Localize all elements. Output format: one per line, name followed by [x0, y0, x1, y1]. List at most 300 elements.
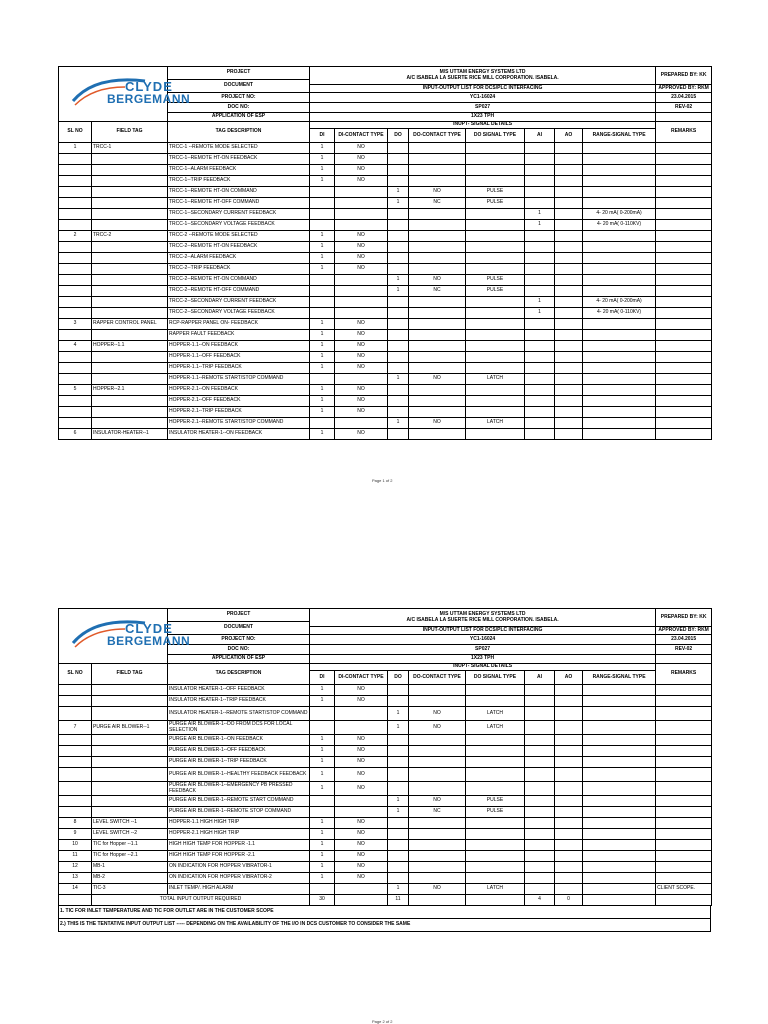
cell-di: 1 — [310, 154, 335, 165]
table-row — [59, 796, 712, 807]
cell-di-contact: NO — [335, 768, 388, 782]
cell-range — [583, 275, 656, 286]
cell-do — [388, 308, 409, 319]
doc-no-label: DOC NO: — [168, 645, 310, 655]
cell-do-contact — [409, 873, 466, 884]
cell-remarks — [656, 721, 712, 735]
io-table-page-2 — [58, 608, 712, 906]
table-row — [59, 209, 712, 220]
cell-do — [388, 735, 409, 746]
cell-ao — [555, 275, 583, 286]
col-ai: AI — [525, 671, 555, 685]
cell-ao — [555, 721, 583, 735]
cell-do-signal — [466, 143, 525, 154]
approved-by: APPROVED BY: RKM — [656, 85, 712, 93]
logo-text-clyde: CLYDE — [125, 621, 173, 636]
sheet-page-1 — [58, 66, 711, 440]
cell-field-tag — [92, 807, 168, 818]
io-table-page-1 — [58, 66, 712, 440]
cell-field-tag — [92, 796, 168, 807]
cell-do-signal: PULSE — [466, 187, 525, 198]
cell-do-signal — [466, 308, 525, 319]
cell-field-tag — [92, 220, 168, 231]
cell-ao — [555, 187, 583, 198]
cell-di-contact: NO — [335, 165, 388, 176]
project-no-label: PROJECT NO: — [168, 93, 310, 103]
totals-label: TOTAL INPUT OUTPUT REQUIRED — [92, 895, 310, 906]
cell-ai — [525, 782, 555, 796]
table-row — [59, 286, 712, 297]
cell-do — [388, 851, 409, 862]
cell-do-signal — [466, 757, 525, 768]
cell-di-contact: NO — [335, 685, 388, 696]
cell-do-contact — [409, 735, 466, 746]
cell-range — [583, 165, 656, 176]
cell-field-tag — [92, 696, 168, 707]
cell-di: 1 — [310, 165, 335, 176]
total-ai: 4 — [525, 895, 555, 906]
cell-do: 1 — [388, 721, 409, 735]
col-signal-details-group: INUPT- SIGNAL DETAILS — [310, 664, 656, 671]
cell-ai — [525, 746, 555, 757]
table-row — [59, 363, 712, 374]
table-row — [59, 308, 712, 319]
cell-sl-no: 11 — [59, 851, 92, 862]
cell-ao — [555, 209, 583, 220]
cell-do-signal — [466, 862, 525, 873]
cell-do-contact — [409, 685, 466, 696]
cell-do-signal — [466, 685, 525, 696]
cell-ai — [525, 407, 555, 418]
cell-field-tag — [92, 707, 168, 721]
cell-tag-description: TRCC-2--SECONDARY VOLTAGE FEEDBACK — [168, 308, 310, 319]
approved-by: APPROVED BY: RKM — [656, 627, 712, 635]
cell-field-tag — [92, 363, 168, 374]
cell-field-tag — [92, 209, 168, 220]
cell-do-signal — [466, 352, 525, 363]
cell-tag-description: TRCC-2 --REMOTE MODE SELECTED — [168, 231, 310, 242]
cell-ai — [525, 818, 555, 829]
cell-sl-no — [59, 782, 92, 796]
cell-do-signal — [466, 818, 525, 829]
col-field-tag: FIELD TAG — [92, 664, 168, 685]
table-row — [59, 418, 712, 429]
sheet-page-2 — [58, 608, 711, 932]
cell-di — [310, 707, 335, 721]
table-row — [59, 862, 712, 873]
cell-di-contact — [335, 707, 388, 721]
cell-remarks — [656, 143, 712, 154]
cell-di-contact: NO — [335, 385, 388, 396]
cell-di-contact — [335, 418, 388, 429]
cell-do-contact — [409, 782, 466, 796]
cell-tag-description: RCP-RAPPER PANEL ON- FEEDBACK — [168, 319, 310, 330]
cell-di — [310, 275, 335, 286]
cell-di: 1 — [310, 829, 335, 840]
cell-range — [583, 807, 656, 818]
cell-remarks — [656, 418, 712, 429]
cell-ao — [555, 840, 583, 851]
cell-range — [583, 418, 656, 429]
cell-sl-no — [59, 407, 92, 418]
cell-do-signal — [466, 746, 525, 757]
cell-do — [388, 696, 409, 707]
cell-range — [583, 851, 656, 862]
cell-di — [310, 721, 335, 735]
cell-remarks — [656, 231, 712, 242]
cell-di — [310, 187, 335, 198]
cell-di — [310, 418, 335, 429]
cell-do-contact: NO — [409, 418, 466, 429]
cell-ai — [525, 768, 555, 782]
cell-sl-no — [59, 363, 92, 374]
cell-range — [583, 341, 656, 352]
page-footer-1: Page 1 of 2 — [372, 478, 393, 483]
table-row — [59, 297, 712, 308]
cell-ai — [525, 253, 555, 264]
cell-tag-description: TRCC-2--REMOTE HT-ON COMMAND — [168, 275, 310, 286]
cell-do-signal — [466, 429, 525, 440]
cell-do-contact — [409, 696, 466, 707]
cell-ai: 1 — [525, 220, 555, 231]
cell-range — [583, 685, 656, 696]
cell-range: 4- 20 mA( 0-200mA) — [583, 209, 656, 220]
table-row — [59, 829, 712, 840]
total-ao: 0 — [555, 895, 583, 906]
cell-di: 1 — [310, 696, 335, 707]
cell-tag-description: INSULATOR HEATER-1--ON FEEDBACK — [168, 429, 310, 440]
cell-di-contact — [335, 796, 388, 807]
cell-sl-no — [59, 176, 92, 187]
cell-ai — [525, 154, 555, 165]
cell-sl-no: 5 — [59, 385, 92, 396]
cell-do: 1 — [388, 187, 409, 198]
cell-do: 1 — [388, 884, 409, 895]
cell-remarks — [656, 851, 712, 862]
cell-di: 1 — [310, 851, 335, 862]
cell-do — [388, 782, 409, 796]
col-di-contact: DI-CONTACT TYPE — [335, 129, 388, 143]
cell-sl-no — [59, 807, 92, 818]
cell-do-contact — [409, 851, 466, 862]
cell-do — [388, 154, 409, 165]
cell-range — [583, 330, 656, 341]
cell-field-tag: TIC for Hopper --1.1 — [92, 840, 168, 851]
cell-di-contact: NO — [335, 363, 388, 374]
cell-remarks — [656, 429, 712, 440]
cell-range — [583, 352, 656, 363]
cell-do-signal — [466, 242, 525, 253]
table-row — [59, 840, 712, 851]
cell-do: 1 — [388, 198, 409, 209]
cell-do-signal: PULSE — [466, 275, 525, 286]
cell-ao — [555, 363, 583, 374]
cell-do — [388, 873, 409, 884]
cell-sl-no — [59, 165, 92, 176]
cell-do-contact — [409, 264, 466, 275]
cell-remarks — [656, 341, 712, 352]
table-row — [59, 707, 712, 721]
col-range: RANGE-SIGNAL TYPE — [583, 671, 656, 685]
cell-tag-description: PURGE AIR BLOWER-1--REMOTE STOP COMMAND — [168, 807, 310, 818]
cell-do-contact — [409, 352, 466, 363]
totals-row — [59, 895, 712, 906]
cell-ai — [525, 352, 555, 363]
cell-do-contact: NC — [409, 198, 466, 209]
total-do: 11 — [388, 895, 409, 906]
cell-di-contact — [335, 308, 388, 319]
logo-text-clyde: CLYDE — [125, 79, 173, 94]
cell-sl-no: 10 — [59, 840, 92, 851]
cell-ai — [525, 851, 555, 862]
cell-field-tag — [92, 352, 168, 363]
cell-remarks — [656, 319, 712, 330]
cell-ai — [525, 286, 555, 297]
cell-remarks — [656, 352, 712, 363]
cell-field-tag — [92, 757, 168, 768]
cell-di-contact — [335, 187, 388, 198]
cell-field-tag: LEVEL SWITCH --2 — [92, 829, 168, 840]
cell-tag-description: TRCC-2--REMOTE HT-OFF COMMAND — [168, 286, 310, 297]
cell-do: 1 — [388, 796, 409, 807]
cell-do-contact: NC — [409, 807, 466, 818]
page-footer-2: Page 2 of 2 — [372, 1019, 393, 1024]
cell-do-signal — [466, 735, 525, 746]
table-row — [59, 220, 712, 231]
cell-do-signal — [466, 154, 525, 165]
cell-remarks — [656, 165, 712, 176]
cell-ao — [555, 884, 583, 895]
cell-field-tag — [92, 374, 168, 385]
cell-do — [388, 319, 409, 330]
col-do: DO — [388, 129, 409, 143]
cell-range — [583, 176, 656, 187]
doc-no-label: DOC NO: — [168, 103, 310, 113]
cell-sl-no: 8 — [59, 818, 92, 829]
cell-range — [583, 818, 656, 829]
cell-sl-no — [59, 187, 92, 198]
cell-ao — [555, 873, 583, 884]
cell-do — [388, 341, 409, 352]
cell-tag-description: TRCC-1--TRIP FEEDBACK — [168, 176, 310, 187]
cell-remarks — [656, 198, 712, 209]
cell-di-contact — [335, 275, 388, 286]
cell-remarks — [656, 707, 712, 721]
cell-field-tag: MB-1 — [92, 862, 168, 873]
col-range: RANGE-SIGNAL TYPE — [583, 129, 656, 143]
table-row — [59, 884, 712, 895]
cell-do-contact — [409, 341, 466, 352]
doc-no: SP027 — [310, 103, 656, 113]
cell-sl-no — [59, 220, 92, 231]
company-name: M/S UTTAM ENERGY SYSTEMS LTD — [439, 68, 526, 75]
cell-ao — [555, 768, 583, 782]
cell-do — [388, 165, 409, 176]
cell-ai — [525, 275, 555, 286]
cell-remarks — [656, 407, 712, 418]
cell-di: 1 — [310, 429, 335, 440]
document-title: INPUT-OUTPUT LIST FOR DCS/PLC INTERFACING — [310, 85, 656, 93]
cell-do-contact — [409, 862, 466, 873]
table-row — [59, 253, 712, 264]
cell-sl-no: 9 — [59, 829, 92, 840]
cell-do-contact: NO — [409, 721, 466, 735]
note-2: 2.) THIS IS THE TENTATIVE INPUT OUTPUT LIST ----- DEPENDING ON THE AVAILABILITY OF THE I/O IN DCS CUSTOMER TO CONSIDER THE SAME — [59, 918, 711, 931]
cell-sl-no — [59, 308, 92, 319]
cell-tag-description: TRCC-1--REMOTE HT-ON FEEDBACK — [168, 154, 310, 165]
project-no-label: PROJECT NO: — [168, 635, 310, 645]
cell-range: 4- 20 mA( 0-200mA) — [583, 297, 656, 308]
table-row — [59, 319, 712, 330]
cell-di-contact: NO — [335, 735, 388, 746]
cell-ao — [555, 319, 583, 330]
cell-range — [583, 746, 656, 757]
table-row — [59, 735, 712, 746]
cell-ao — [555, 253, 583, 264]
cell-di: 1 — [310, 253, 335, 264]
cell-ao — [555, 385, 583, 396]
cell-di-contact: NO — [335, 319, 388, 330]
cell-remarks — [656, 873, 712, 884]
col-do: DO — [388, 671, 409, 685]
cell-range — [583, 873, 656, 884]
cell-ao — [555, 154, 583, 165]
table-row — [59, 873, 712, 884]
cell-sl-no — [59, 198, 92, 209]
cell-field-tag — [92, 165, 168, 176]
cell-di: 1 — [310, 319, 335, 330]
cell-di: 1 — [310, 757, 335, 768]
cell-sl-no — [59, 264, 92, 275]
col-field-tag: FIELD TAG — [92, 122, 168, 143]
cell-remarks — [656, 782, 712, 796]
table-row — [59, 696, 712, 707]
table-row — [59, 165, 712, 176]
client-name: A/C ISABELA LA SUERTE RICE MILL CORPORATION. ISABELA. — [406, 616, 559, 623]
cell-di-contact: NO — [335, 154, 388, 165]
cell-do-contact — [409, 231, 466, 242]
cell-do — [388, 396, 409, 407]
cell-field-tag: INSULATOR-HEATER--1 — [92, 429, 168, 440]
cell-ao — [555, 818, 583, 829]
cell-di — [310, 807, 335, 818]
cell-di: 1 — [310, 396, 335, 407]
cell-tag-description: RAPPER FAULT FEEDBACK — [168, 330, 310, 341]
cell-ai: 1 — [525, 308, 555, 319]
cell-tag-description: HOPPER-1.1--OFF FEEDBACK — [168, 352, 310, 363]
cell-do-contact — [409, 308, 466, 319]
cell-do-contact — [409, 143, 466, 154]
cell-sl-no — [59, 330, 92, 341]
cell-do-contact — [409, 768, 466, 782]
col-do-signal: DO SIGNAL TYPE — [466, 671, 525, 685]
cell-di: 1 — [310, 768, 335, 782]
cell-di-contact: NO — [335, 757, 388, 768]
cell-ai — [525, 385, 555, 396]
cell-field-tag — [92, 768, 168, 782]
cell-di-contact: NO — [335, 143, 388, 154]
cell-do-contact — [409, 396, 466, 407]
cell-di: 1 — [310, 862, 335, 873]
cell-sl-no: 14 — [59, 884, 92, 895]
cell-di — [310, 209, 335, 220]
cell-di-contact — [335, 297, 388, 308]
cell-ai — [525, 840, 555, 851]
cell-do-signal — [466, 330, 525, 341]
col-sl-no: SL NO — [59, 664, 92, 685]
doc-date: 23.04.2015 — [656, 635, 712, 645]
cell-do: 1 — [388, 418, 409, 429]
cell-field-tag — [92, 685, 168, 696]
table-row — [59, 264, 712, 275]
cell-do — [388, 363, 409, 374]
cell-di: 1 — [310, 782, 335, 796]
cell-di-contact: NO — [335, 862, 388, 873]
col-tag-description: TAG DESCRIPTION — [168, 664, 310, 685]
cell-field-tag — [92, 242, 168, 253]
cell-ai — [525, 176, 555, 187]
cell-do — [388, 840, 409, 851]
cell-di-contact — [335, 721, 388, 735]
cell-di — [310, 286, 335, 297]
table-row — [59, 143, 712, 154]
cell-sl-no — [59, 352, 92, 363]
col-remarks: REMARKS — [656, 122, 712, 143]
cell-sl-no — [59, 768, 92, 782]
cell-range — [583, 707, 656, 721]
cell-do-signal — [466, 220, 525, 231]
cell-ao — [555, 851, 583, 862]
cell-field-tag: TRCC-1 — [92, 143, 168, 154]
cell-ao — [555, 796, 583, 807]
cell-remarks — [656, 253, 712, 264]
cell-do-signal: LATCH — [466, 374, 525, 385]
cell-tag-description: HOPPER-2.1--OFF FEEDBACK — [168, 396, 310, 407]
cell-do — [388, 176, 409, 187]
cell-ai — [525, 418, 555, 429]
cell-ai — [525, 143, 555, 154]
table-row — [59, 275, 712, 286]
cell-tag-description: INSULATOR HEATER-1--TRIP FEEDBACK — [168, 696, 310, 707]
cell-sl-no — [59, 707, 92, 721]
cell-ai — [525, 363, 555, 374]
cell-do — [388, 385, 409, 396]
cell-ai — [525, 231, 555, 242]
cell-sl-no: 4 — [59, 341, 92, 352]
doc-date: 23.04.2015 — [656, 93, 712, 103]
cell-di: 1 — [310, 746, 335, 757]
cell-sl-no — [59, 685, 92, 696]
cell-di: 1 — [310, 873, 335, 884]
cell-sl-no — [59, 297, 92, 308]
cell-do-contact: NO — [409, 374, 466, 385]
col-ao: AO — [555, 129, 583, 143]
table-row — [59, 851, 712, 862]
cell-ao — [555, 696, 583, 707]
cell-ai — [525, 264, 555, 275]
cell-do-contact — [409, 385, 466, 396]
cell-field-tag — [92, 264, 168, 275]
cell-tag-description: INLET TEMP/. HIGH ALARM — [168, 884, 310, 895]
prepared-by: PREPARED BY: KK — [656, 609, 712, 627]
cell-di-contact: NO — [335, 851, 388, 862]
cell-di: 1 — [310, 143, 335, 154]
cell-di-contact: NO — [335, 253, 388, 264]
cell-field-tag — [92, 782, 168, 796]
cell-tag-description: HOPPER-2.1--TRIP FEEDBACK — [168, 407, 310, 418]
cell-di: 1 — [310, 176, 335, 187]
cell-ao — [555, 165, 583, 176]
